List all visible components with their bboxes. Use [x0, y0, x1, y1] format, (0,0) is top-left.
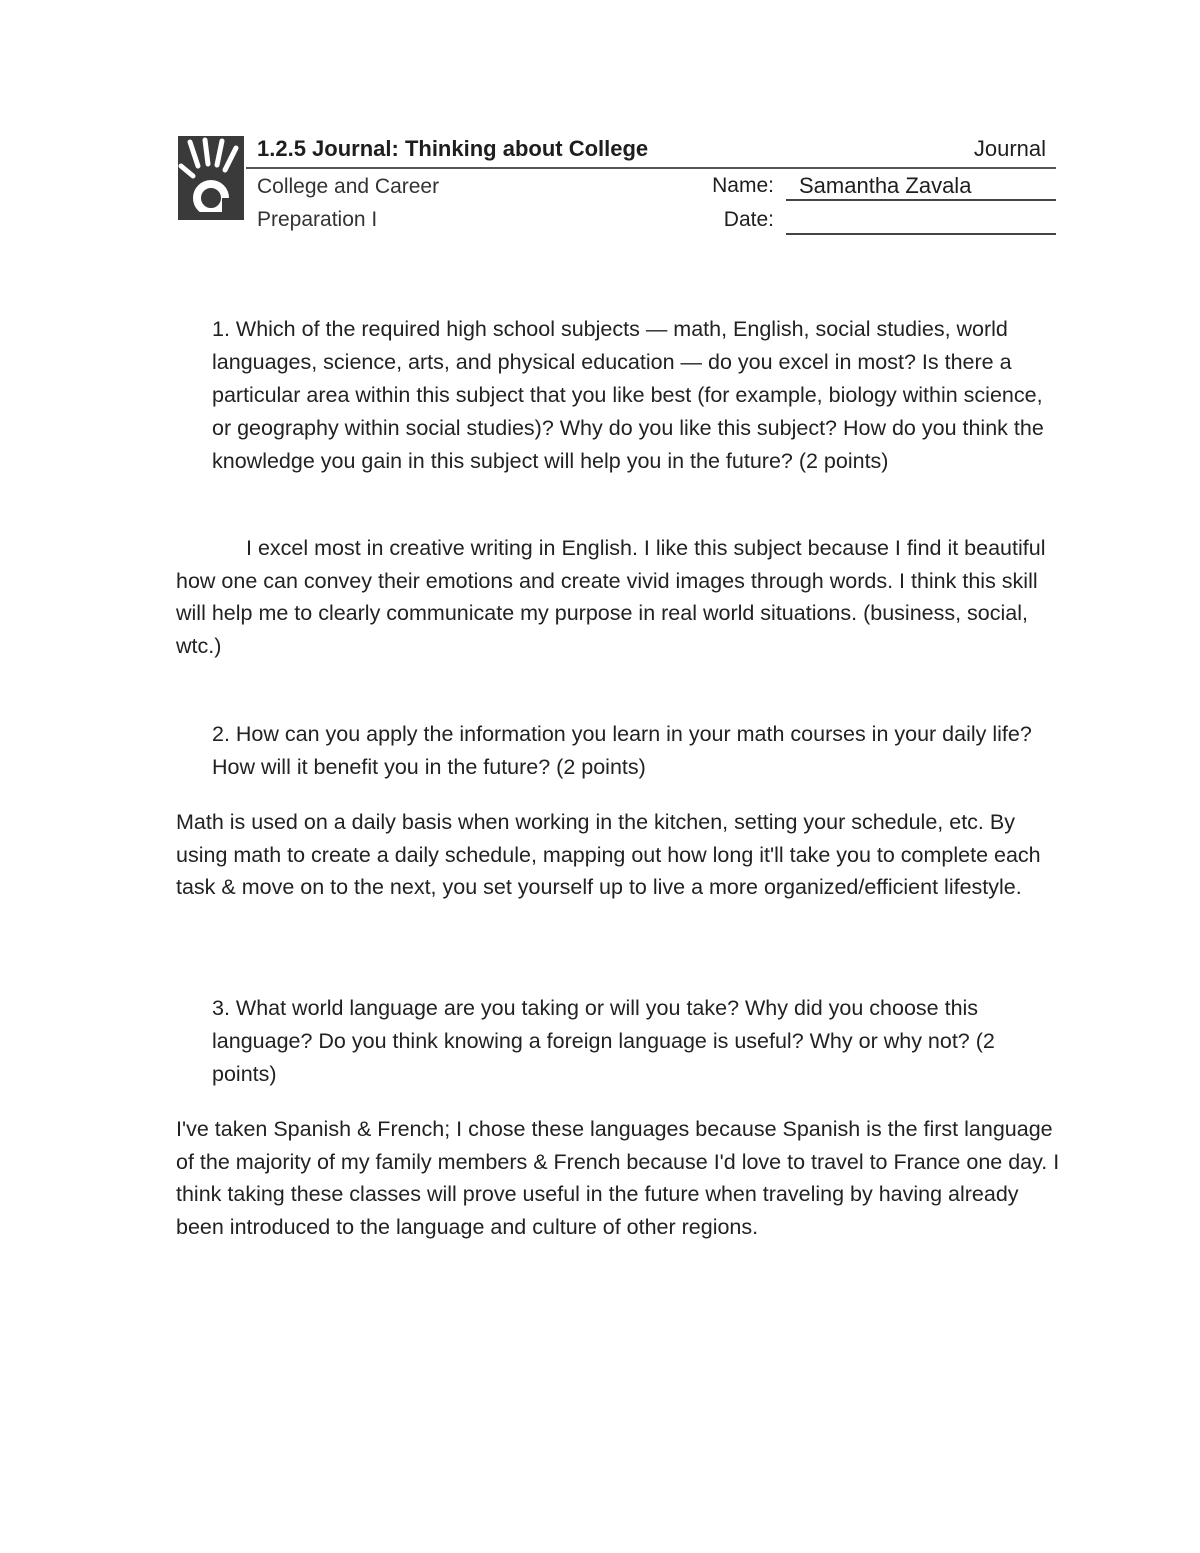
document-title: 1.2.5 Journal: Thinking about College: [257, 136, 649, 161]
document-type: Journal: [973, 136, 1046, 161]
question-3-prompt: 3. What world language are you taking or will you take? Why did you choose this language? Do you think knowing a foreign language is useful? Why or why not? (2 points): [212, 996, 995, 1086]
sunburst-logo-icon: [178, 136, 244, 220]
name-label: Name:: [712, 174, 774, 197]
name-field-line: [786, 199, 1056, 201]
header-divider: [246, 167, 1056, 169]
date-field-line: [786, 233, 1056, 235]
question-2-answer: Math is used on a daily basis when working in the kitchen, setting your schedule, etc. By using math to create a daily schedule, mapping out how long it'll take you to complete each task & move on to the next, you set yourself up to live a more organized/efficient lifestyle.: [176, 810, 1041, 899]
date-label: Date:: [723, 208, 774, 231]
question-3-answer: I've taken Spanish & French; I chose these languages because Spanish is the first language of the majority of my family members & French because I'd love to travel to France one day. I think taking these classes will prove useful in the future when traveling by having already been introduced to the language and culture of other regions.: [176, 1117, 1060, 1239]
course-name-line1: College and Career: [257, 175, 440, 198]
name-value[interactable]: Samantha Zavala: [799, 173, 972, 198]
question-1-answer: I excel most in creative writing in English. I like this subject because I find it beautiful how one can convey their emotions and create vivid images through words. I think this skill will help me to clearly communicate my purpose in real world situations. (business, social, wtc.): [176, 536, 1046, 658]
question-2-prompt: 2. How can you apply the information you learn in your math courses in your daily life? How will it benefit you in the future? (2 points): [212, 722, 1032, 779]
question-1-prompt: 1. Which of the required high school subjects — math, English, social studies, world languages, science, arts, and physical education — do you excel in most? Is there a particular area within this subject that you like best (for example, biology within science, or geography within social studies)? Why do you like this subject? How do you think the knowledge you gain in this subject will help you in the future? (2 points): [212, 317, 1044, 473]
course-name: [257, 170, 439, 236]
course-name-line2: Preparation I: [257, 208, 378, 231]
